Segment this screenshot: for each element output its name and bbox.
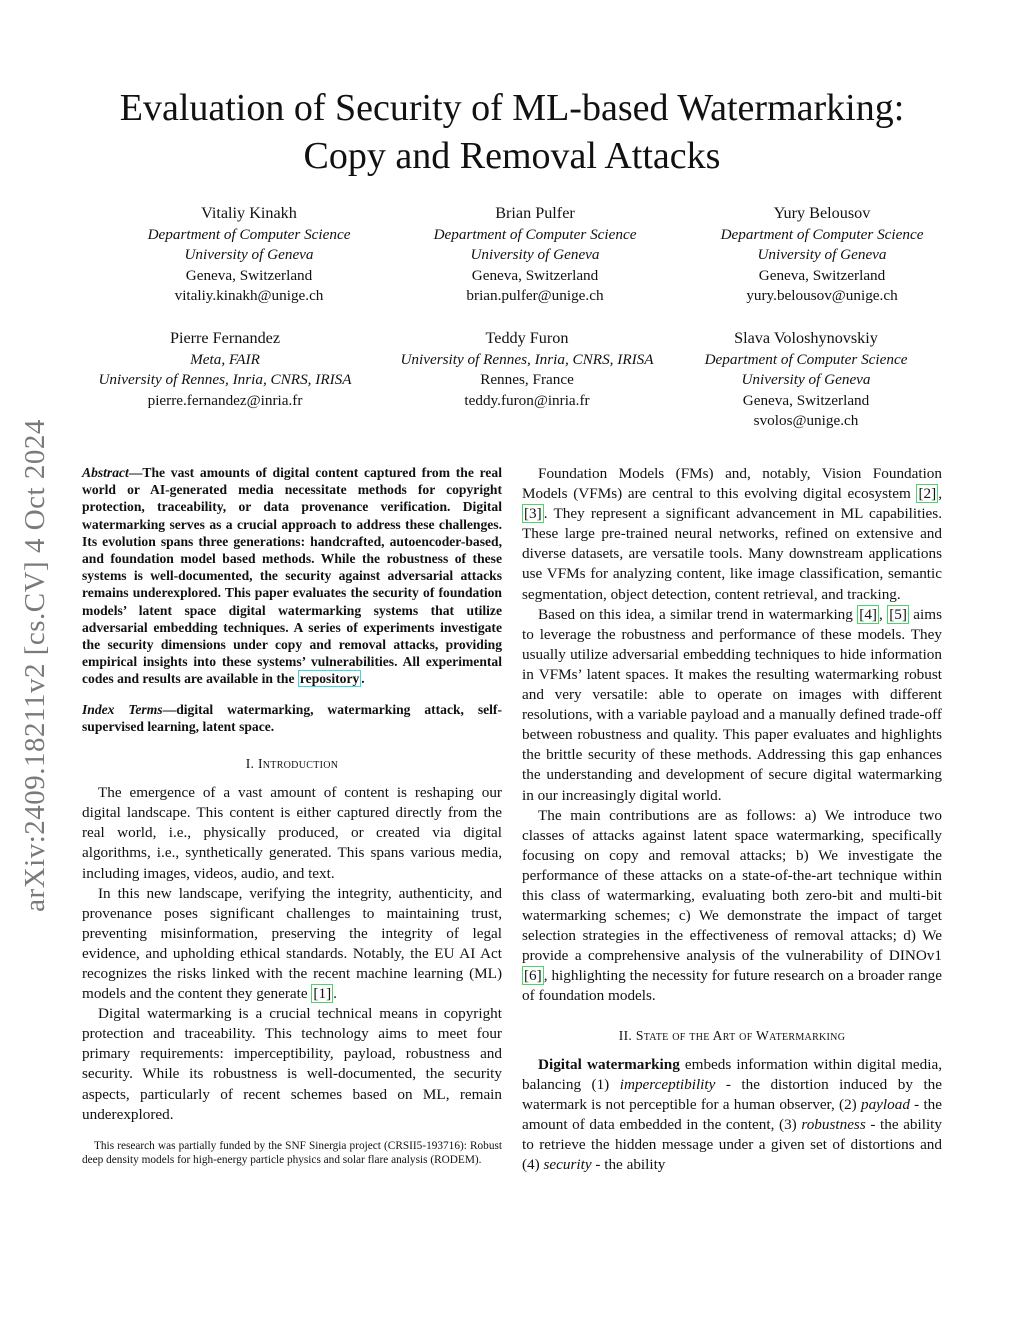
author-organization: University of Geneva [741,371,871,389]
author-name: Teddy Furon [485,329,569,347]
author-department: Department of Computer Science [147,225,351,243]
author-block-4 [65,328,385,411]
author-location: Geneva, Switzerland [758,266,886,284]
author-email[interactable]: pierre.fernandez@inria.fr [147,391,303,409]
sota-lead-term: Digital watermarking [538,1055,680,1073]
sota-text-4: - the ability to retrieve the hidden message under a given set of distortions and (4) [522,1115,942,1174]
author-name: Pierre Fernandez [169,329,281,347]
author-location: Geneva, Switzerland [471,266,599,284]
abstract [82,464,502,688]
intro-paragraph-2-text: In this new landscape, verifying the integrity, authenticity, and provenance poses significant challenges to maintaining trust, preventing misinformation, preserving the integrity of legal evidence, and upholding ethical standards. Notably, the EU AI Act recognizes the risks linked with the recent machine learning (ML) models and the content they generate [82,884,502,1003]
term-imperceptibility: imperceptibility [619,1075,716,1093]
author-name: Vitaliy Kinakh [201,204,297,222]
author-name: Yury Belousov [773,204,871,222]
contributions-paragraph [522,806,942,1007]
author-name: Slava Voloshynovskiy [734,329,878,347]
contributions-text-b: , highlighting the necessity for future research on a broader range of foundation models. [522,967,942,1005]
author-organization: University of Geneva [470,246,600,264]
trend-paragraph [522,605,942,806]
fm-text-a: Foundation Models (FMs) and, notably, Vision Foundation Models (VFMs) are central to this evolving digital ecosystem [522,465,942,503]
citation-6[interactable]: [6] [524,967,542,985]
sota-paragraph [522,1055,942,1176]
abstract-end: . [361,671,365,687]
section-heading-introduction [82,754,502,774]
citation-1[interactable]: [1] [313,985,332,1003]
author-email[interactable]: svolos@unige.ch [753,412,859,430]
fm-text-b: , [938,485,942,503]
author-email[interactable]: brian.pulfer@unige.ch [466,287,604,305]
intro-paragraph-1: The emergence of a vast amount of content is reshaping our digital landscape. This content is either captured directly from the real world, i.e., physically produced, or created via digital algorithms, i.e., synthetically generated. This spans various media, including images, videos, audio, and text. [82,784,502,882]
citation-4[interactable]: [4] [859,605,877,623]
contributions-text-a: The main contributions are as follows: a) We introduce two classes of attacks against latent space watermarking, specifically focusing on copy and removal attacks; b) We investigate the performance of these attacks on a state-of-the-art technique within this class of watermarking, evaluating both zero-bit and multi-bit watermarking schemes; c) We demonstrate the impact of target selection strategies in the effectiveness of removal attacks; d) We provide a comprehensive analysis of the vulnerability of DINOv1 [522,806,942,965]
index-terms [82,701,502,735]
author-department: Department of Computer Science [704,350,908,368]
author-organization: University of Rennes, Inria, CNRS, IRISA [98,371,352,389]
author-email[interactable]: teddy.furon@inria.fr [464,391,590,409]
abstract-label: Abstract [82,465,129,480]
sota-text-1: embeds information within digital media, balancing (1) [522,1055,943,1093]
section-title: Introduction [257,756,339,772]
paper-title [60,84,964,180]
author-organization: University of Geneva [184,246,314,264]
right-column [522,464,942,1175]
author-block-2 [375,203,695,307]
abstract-text: —The vast amounts of digital content captured from the real world or AI-generated media necessitate methods for copyright protection, traceability, or data provenance verification. Digital watermarking serves as a crucial approach to address these challenges. Its evolution spans three generations: handcrafted, autoencoder-based, and foundation model based methods. While the robustness of these systems is well-documented, the security against adversarial attacks remains underexplored. This paper evaluates the security of foundation models’ latent space digital watermarking systems that utilize adversarial embedding techniques. A series of experiments investigate the security dimensions under copy and removal attacks, providing empirical insights into these systems’ vulnerabilities. All experimental codes and results are available in the [82,465,502,687]
citation-5[interactable]: [5] [889,605,907,623]
fm-text-c: . They represent a significant advancement in ML capabilities. These large pre-trained neural networks, refined on extensive and diverse datasets, are versatile tools. Many downstream applications use VFMs for analyzing content, like image classification, semantic segmentation, object detection, content retrieval, and tracking. [522,505,942,603]
trend-text-c: aims to leverage the robustness and performance of these models. They usually utilize adversarial embedding techniques to hide information in VFMs’ latent spaces. It makes the resulting watermarking robust and very versatile: able to operate on images with different resolutions, with a variable payload and a manually defined trade-off between robustness and quality. This paper evaluates and highlights the brittle security of these methods. Addressing this gap enhances the understanding and development of secure digital watermarking in our increasingly digital world. [522,605,942,804]
citation-2[interactable]: [2] [918,485,937,503]
author-department: Department of Computer Science [720,225,924,243]
arxiv-identifier [12,365,58,965]
section-number: II. [618,1027,636,1043]
author-organization: University of Geneva [757,246,887,264]
index-terms-label: Index Terms [82,701,163,717]
sota-text-2: - the distortion induced by the watermark is not perceptible for a human observer, (2) [522,1075,942,1113]
intro-paragraph-2 [82,884,502,1005]
term-robustness: robustness [801,1115,866,1133]
term-security: security [543,1156,592,1174]
author-block-3 [662,203,982,307]
intro-paragraph-3: Digital watermarking is a crucial technical means in copyright protection and traceability. This technology aims to meet four primary requirements: imperceptibility, payload, robustness and security. While its robustness is well-documented, the security aspects, particularly of recent schemes based on ML, remain underexplored. [82,1005,502,1123]
trend-text-b: , [878,605,888,623]
trend-text-a: Based on this idea, a similar trend in watermarking [538,605,858,623]
section-title: State of the Art of Watermarking [635,1027,846,1043]
author-location: Geneva, Switzerland [185,266,313,284]
author-name: Brian Pulfer [495,204,575,222]
section-heading-state-of-the-art [522,1026,942,1046]
title-line-1: Evaluation of Security of ML-based Watermarking: [119,87,905,129]
author-location: Geneva, Switzerland [742,391,870,409]
index-terms-text: —digital watermarking, watermarking attack, self-supervised learning, latent space. [82,701,502,734]
author-department: University of Rennes, Inria, CNRS, IRISA [400,350,654,368]
title-line-2: Copy and Removal Attacks [303,135,721,177]
author-location: Rennes, France [480,371,574,389]
repository-link[interactable]: repository [299,671,360,687]
author-block-5 [367,328,687,411]
left-column [82,464,502,1167]
sota-text-5: - the ability [591,1156,666,1174]
fm-paragraph [522,464,942,605]
author-email[interactable]: vitaliy.kinakh@unige.ch [174,287,324,305]
author-department: Department of Computer Science [433,225,637,243]
author-block-6 [646,328,966,432]
author-block-1 [89,203,409,307]
author-department: Meta, FAIR [190,350,260,368]
intro-paragraph-2-end: . [333,985,337,1003]
funding-footnote: This research was partially funded by the SNF Sinergia project (CRSII5-193716): Robust deep density models for high-energy particle physics and solar flare analysis (RODEM). [82,1139,502,1166]
arxiv-identifier-text: arXiv:2409.18211v2 [cs.CV] 4 Oct 2024 [18,418,51,912]
citation-3[interactable]: [3] [524,505,542,523]
sota-text-3: - the amount of data embedded in the content, (3) [522,1095,942,1133]
section-number: I. [245,756,258,772]
author-email[interactable]: yury.belousov@unige.ch [746,287,898,305]
term-payload: payload [860,1095,910,1113]
